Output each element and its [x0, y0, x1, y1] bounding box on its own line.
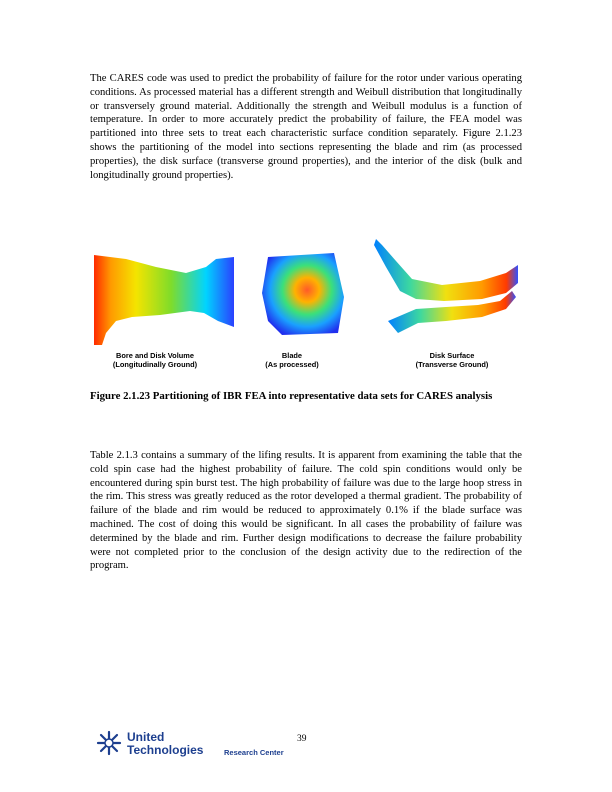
disk-surface-label-line1: Disk Surface	[429, 351, 475, 360]
figure-caption: Figure 2.1.23 Partitioning of IBR FEA into representative data sets for CARES analysis	[90, 390, 493, 402]
disk-surface-label	[392, 351, 512, 369]
utc-logo	[96, 726, 286, 766]
blade-label-line1: Blade	[281, 351, 303, 360]
logo-subtitle: Research Center	[224, 748, 284, 757]
page-number: 39	[297, 734, 307, 744]
logo-line2: Technologies	[127, 743, 204, 757]
bore-disk-label-line1: Bore and Disk Volume	[116, 351, 194, 360]
fea-figure	[86, 237, 526, 377]
disk-surface-label-line2: (Transverse Ground)	[415, 360, 489, 369]
bore-disk-label	[90, 351, 220, 369]
utc-swirl-icon	[96, 730, 122, 756]
logo-line1: United	[127, 730, 165, 744]
disk-surface-upper-shape	[374, 239, 518, 301]
bore-disk-volume-shape	[94, 255, 234, 345]
blade-label	[242, 351, 342, 369]
body-paragraph-2: Table 2.1.3 contains a summary of the lifing results. It is apparent from examining the table that the cold spin case had the highest probability of failure. The cold spin conditions would only be encountered during spin burst test. The high probability of failure was due to the large hoop stress in the rim. This stress was greatly reduced as the rotor developed a thermal gradient. The probability of failure of the blade and rim would be reduced to approximately 0.1% if the blade surface was machined. The cost of doing this would be significant. In all cases the probability of failure was determined by the blade and rim. Further design modifications to decrease the failure probability were not completed prior to the conclusion of the design activity due to the redirection of the program.	[90, 450, 522, 572]
blade-shape	[262, 253, 344, 335]
blade-label-line2: (As processed)	[265, 360, 319, 369]
body-paragraph-1: The CARES code was used to predict the probability of failure for the rotor under various operating conditions. As processed material has a different strength and Weibull distribution that longitudinally or transversely ground material. Additionally the strength and Weibull modulus is a function of temperature. In order to more accurately predict the probability of failure, the FEA model was partitioned into three sets to treat each characteristic surface condition separately. Figure 2.1.23 shows the partitioning of the model into sections representing the blade and rim (as processed properties), the disk surface (transverse ground properties), and the interior of the disk (bulk and longitudinally ground properties).	[90, 73, 522, 181]
bore-disk-label-line2: (Longitudinally Ground)	[112, 360, 198, 369]
